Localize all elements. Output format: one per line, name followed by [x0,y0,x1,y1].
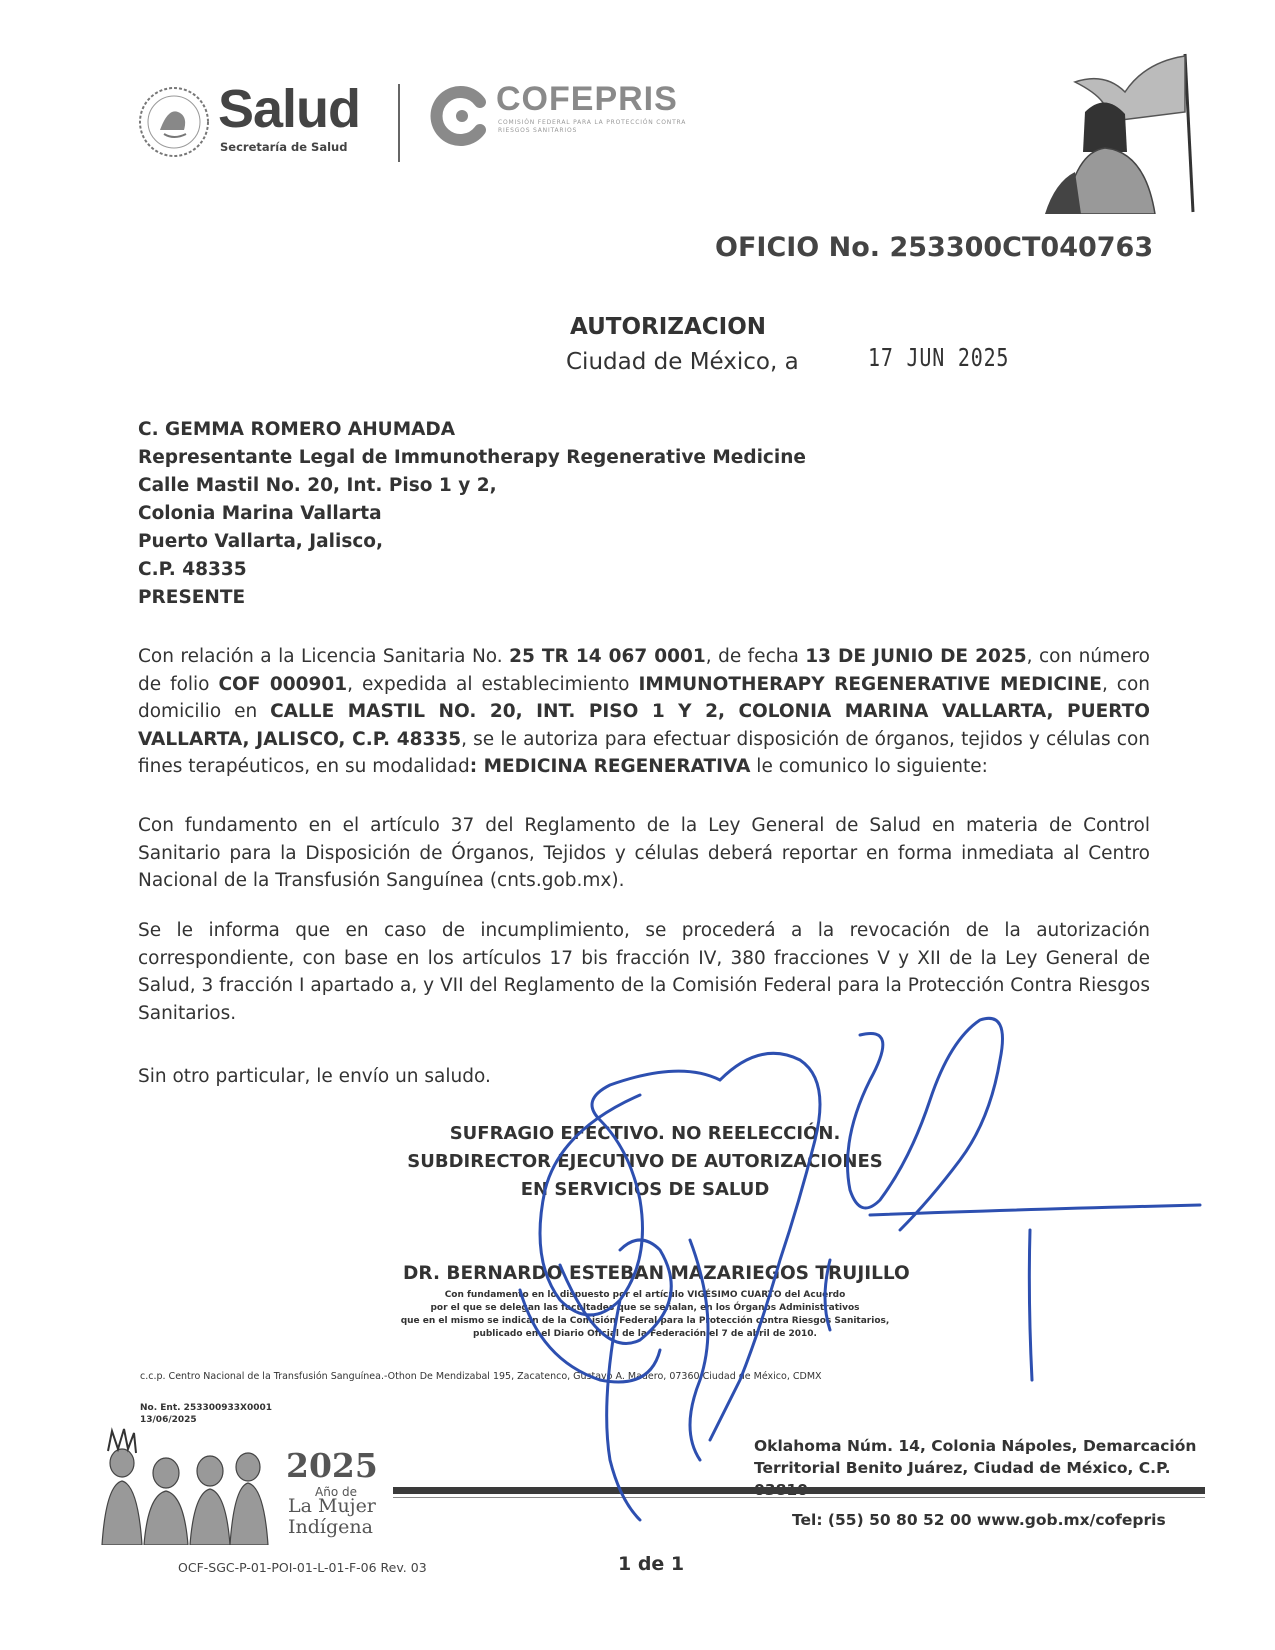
footer-divider-bar [393,1487,1205,1494]
body-paragraph-2: Con fundamento en el artículo 37 del Reglamento de la Ley General de Salud en materia de Control Sanitario para la Disposición de Órganos, Tejidos y células deberá reportar en forma inmediata al Centro Nacional de la Transfusión Sanguínea (cnts.gob.mx). [138,815,1150,891]
year-of-label: Año de [315,1485,357,1499]
closing-block [380,1120,910,1204]
ccp-line: c.c.p. Centro Nacional de la Transfusión Sanguínea.-Othon De Mendizabal 195, Zacatenco, Gustavo A. Madero, 07360 Ciudad de México, CDMX [140,1371,822,1382]
recipient-street: Calle Mastil No. 20, Int. Piso 1 y 2, [138,475,497,496]
closing-line-2: SUBDIRECTOR EJECUTIVO DE AUTORIZACIONES [407,1151,883,1172]
signer-name: DR. BERNARDO ESTEBAN MAZARIEGOS TRUJILLO [403,1263,910,1284]
cofepris-subtitle: COMISIÓN FEDERAL PARA LA PROTECCIÓN CONTRA RIESGOS SANITARIOS [498,119,687,134]
recipient-cp: C.P. 48335 [138,559,247,580]
date-stamp: 17 JUN 2025 [868,343,1010,372]
body-paragraph-1: Con relación a la Licencia Sanitaria No. 25 TR 14 067 0001, de fecha 13 DE JUNIO DE 2025, con número de folio COF 000901, expedida al establecimiento IMMUNOTHERAPY REGENERATIVE MEDICINE, con domicilio en CALLE MASTIL NO. 20, INT. PISO 1 Y 2, COLONIA MARINA VALLARTA, PUERTO VALLARTA, JALISCO, C.P. 48335, se le autoriza para efectuar disposición de órganos, tejidos y células con fines terapéuticos, en su modalidad: MEDICINA REGENERATIVA le comunico lo siguiente: [138,646,1150,777]
page-number: 1 de 1 [618,1553,685,1575]
cofepris-logo-icon [428,84,492,148]
year-label: 2025 [286,1446,378,1485]
indigenous-women-illustration [98,1425,280,1545]
header-divider [398,84,400,162]
entry-date: 13/06/2025 [140,1415,197,1425]
body-paragraph-4: Sin otro particular, le envío un saludo. [138,1066,491,1087]
woman-with-flag-illustration [1035,52,1207,214]
cofepris-title: COFEPRIS [496,80,678,118]
recipient-role: Representante Legal de Immunotherapy Regenerative Medicine [138,447,806,468]
recipient-colonia: Colonia Marina Vallarta [138,503,382,524]
closing-line-1: SUFRAGIO EFECTIVO. NO REELECCIÓN. [449,1123,841,1144]
salud-title: Salud [218,79,361,139]
closing-line-3: EN SERVICIOS DE SALUD [520,1179,770,1200]
form-code: OCF-SGC-P-01-POI-01-L-01-F-06 Rev. 03 [178,1560,427,1575]
recipient-name: C. GEMMA ROMERO AHUMADA [138,419,456,440]
recipient-block [138,416,806,612]
document-type: AUTORIZACION [570,314,766,340]
salud-subtitle: Secretaría de Salud [220,140,348,154]
place-line: Ciudad de México, a [566,349,799,375]
entry-info [140,1402,272,1426]
entry-number: No. Ent. 253300933X0001 [140,1403,273,1413]
mexico-seal-logo [138,86,210,158]
contact-info: Tel: (55) 50 80 52 00 www.gob.mx/cofepris [792,1511,1166,1529]
year-name: La Mujer Indígena [288,1495,376,1538]
footer-divider-line [393,1497,1205,1498]
office-address: Oklahoma Núm. 14, Colonia Nápoles, Demarcación Territorial Benito Juárez, Ciudad de México, C.P. [754,1437,1197,1477]
oficio-number: OFICIO No. 253300CT040763 [715,232,1154,263]
legal-note: Con fundamento en lo dispuesto por el artículo VIGÉSIMO CUARTO del Acuerdo por el que se delegan las facultades que se señalan, en los Órganos Administrativos que en el mismo se indican de la Comisión Federal para la Protección contra Riesgos Sanitarios, publicado en el Diario Oficial de la Federación el 7 de abril de 2010. [400,1290,890,1339]
recipient-presente: PRESENTE [138,587,246,608]
recipient-city: Puerto Vallarta, Jalisco, [138,531,384,552]
body-paragraph-3: Se le informa que en caso de incumplimiento, se procederá a la revocación de la autorización correspondiente, con base en los artículos 17 bis fracción IV, 380 fracciones V y XII de la Ley General de Salud, 3 fracción I apartado a, y VII del Reglamento de la Comisión Federal para la Protección Contra Riesgos Sanitarios. [138,920,1150,1024]
